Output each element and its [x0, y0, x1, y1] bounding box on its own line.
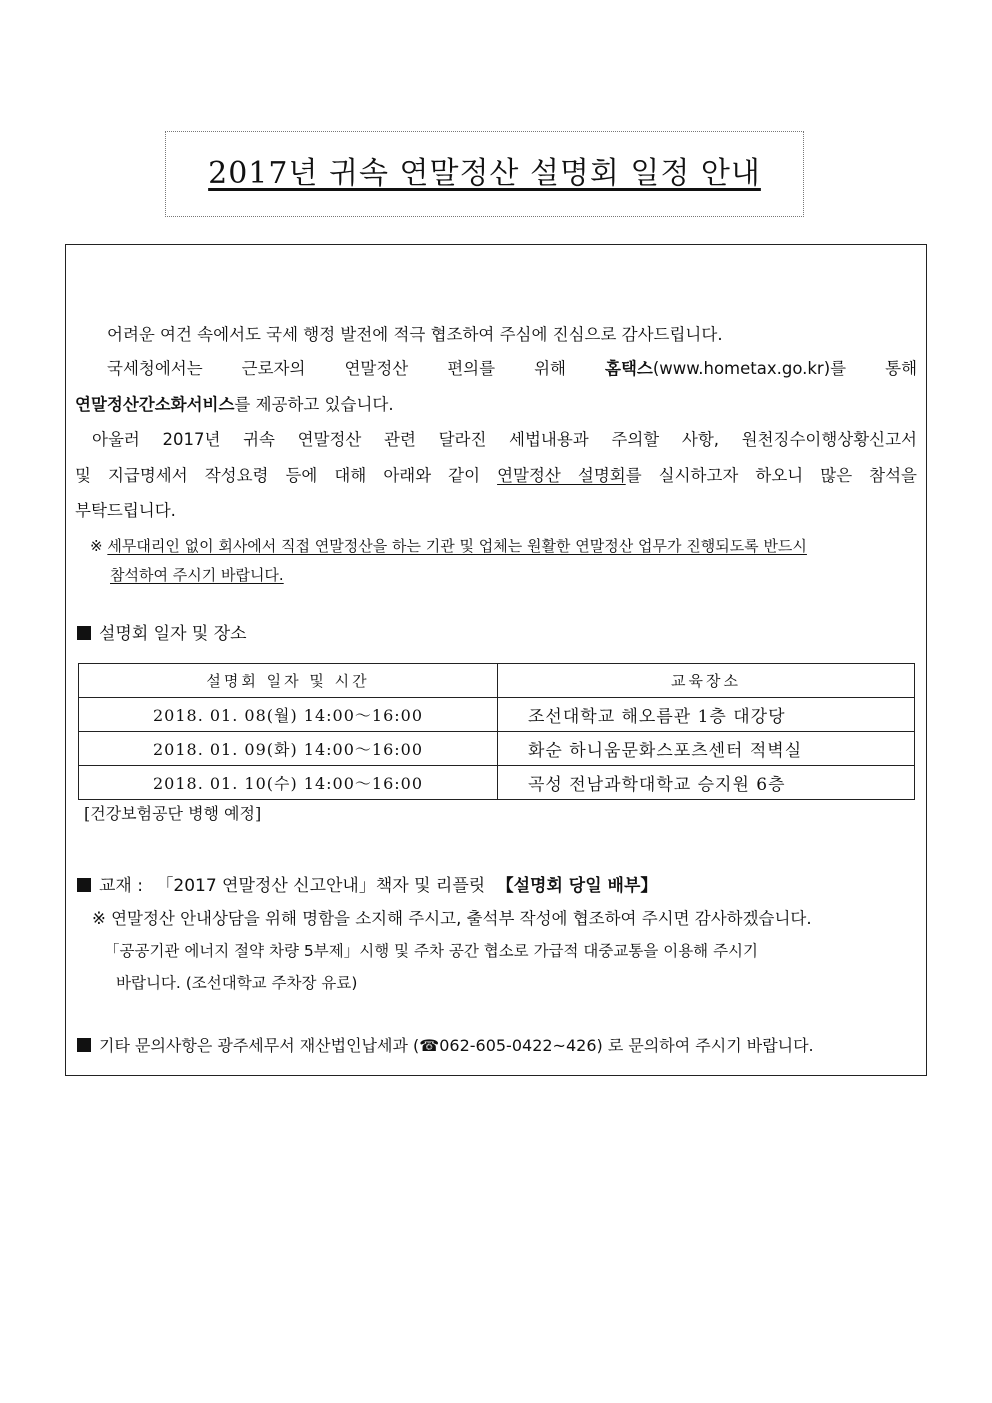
table-row — [79, 698, 915, 732]
attendance-note-line-2: 참석하여 주시기 바랍니다. — [110, 566, 284, 584]
schedule-place: 곡성 전남과학대학교 승지원 6층 — [498, 766, 915, 800]
page-title — [166, 156, 803, 192]
schedule-place: 화순 하니움문화스포츠센터 적벽실 — [498, 732, 915, 766]
business-card-note: ※ 연말정산 안내상담을 위해 명함을 소지해 주시고, 출석부 작성에 협조하여 주시면 감사하겠습니다. — [92, 909, 812, 928]
intro-line-5 — [75, 465, 917, 487]
square-bullet-icon — [77, 1038, 91, 1052]
parking-note-line-2: 바랍니다. (조선대학교 주차장 유료) — [116, 974, 358, 992]
material-line — [77, 875, 657, 897]
table-row — [79, 732, 915, 766]
schedule-date: 2018. 01. 09(화) 14:00～16:00 — [79, 732, 498, 766]
column-header-date: 설명회 일자 및 시간 — [79, 664, 498, 698]
simplified-service-name: 연말정산간소화서비스 — [75, 395, 235, 414]
material-text: 「2017 연말정산 신고안내」책자 및 리플릿 — [156, 876, 486, 896]
intro-line-2 — [107, 358, 917, 380]
intro-line-5-end: 를 실시하고자 하오니 많은 참석을 — [625, 466, 917, 485]
table-row — [79, 766, 915, 800]
intro-line-1: 어려운 여건 속에서도 국세 행정 발전에 적극 협조하여 주심에 진심으로 감사드립니다. — [107, 325, 723, 344]
parking-note-line-1: 「공공기관 에너지 절약 차량 5부제」시행 및 주차 공간 협소로 가급적 대중교통을 이용해 주시기 — [104, 942, 758, 960]
intro-line-6: 부탁드립니다. — [75, 501, 176, 520]
intro-line-3 — [75, 394, 394, 416]
schedule-table — [78, 663, 915, 800]
column-header-place: 교육장소 — [498, 664, 915, 698]
contact-phone: 062-605-0422~426 — [439, 1036, 597, 1055]
intro-line-2-text: 국세청에서는 근로자의 연말정산 편의를 위해 — [107, 359, 605, 378]
schedule-heading-text: 설명회 일자 및 장소 — [99, 624, 247, 644]
contact-text: 기타 문의사항은 광주세무서 재산법인납세과 ( — [99, 1036, 420, 1055]
hometax-name: 홈택스 — [605, 359, 653, 378]
attendance-note-line-1: 세무대리인 없이 회사에서 직접 연말정산을 하는 기관 및 업체는 원활한 연말정산 업무가 진행되도록 반드시 — [107, 537, 807, 555]
attendance-note — [90, 535, 807, 557]
schedule-place: 조선대학교 해오름관 1층 대강당 — [498, 698, 915, 732]
phone-icon: ☎ — [419, 1036, 440, 1055]
intro-line-3-text: 를 제공하고 있습니다. — [234, 395, 394, 414]
square-bullet-icon — [77, 626, 91, 640]
intro-line-4: 아울러 2017년 귀속 연말정산 관련 달라진 세법내용과 주의할 사항, 원천징수이행상황신고서 — [92, 430, 917, 449]
material-label: 교재 : — [99, 876, 143, 896]
contact-line — [77, 1035, 814, 1057]
table-header-row — [79, 664, 915, 698]
schedule-date: 2018. 01. 08(월) 14:00～16:00 — [79, 698, 498, 732]
square-bullet-icon — [77, 878, 91, 892]
page-title-text: 2017년 귀속 연말정산 설명회 일정 안내 — [208, 156, 761, 191]
schedule-footnote: [건강보험공단 병행 예정] — [84, 804, 262, 823]
intro-line-5-text: 및 지급명세서 작성요령 등에 대해 아래와 같이 — [75, 466, 498, 485]
title-box — [165, 131, 804, 217]
note-mark: ※ — [90, 537, 103, 555]
intro-line-2-end: 를 통해 — [830, 359, 918, 378]
contact-text-end: ) 로 문의하여 주시기 바랍니다. — [596, 1036, 814, 1055]
schedule-heading — [77, 623, 247, 645]
material-tag: 【설명회 당일 배부】 — [496, 876, 658, 896]
seminar-name: 연말정산 설명회 — [497, 466, 626, 485]
schedule-date: 2018. 01. 10(수) 14:00～16:00 — [79, 766, 498, 800]
hometax-url: (www.hometax.go.kr) — [652, 359, 831, 378]
